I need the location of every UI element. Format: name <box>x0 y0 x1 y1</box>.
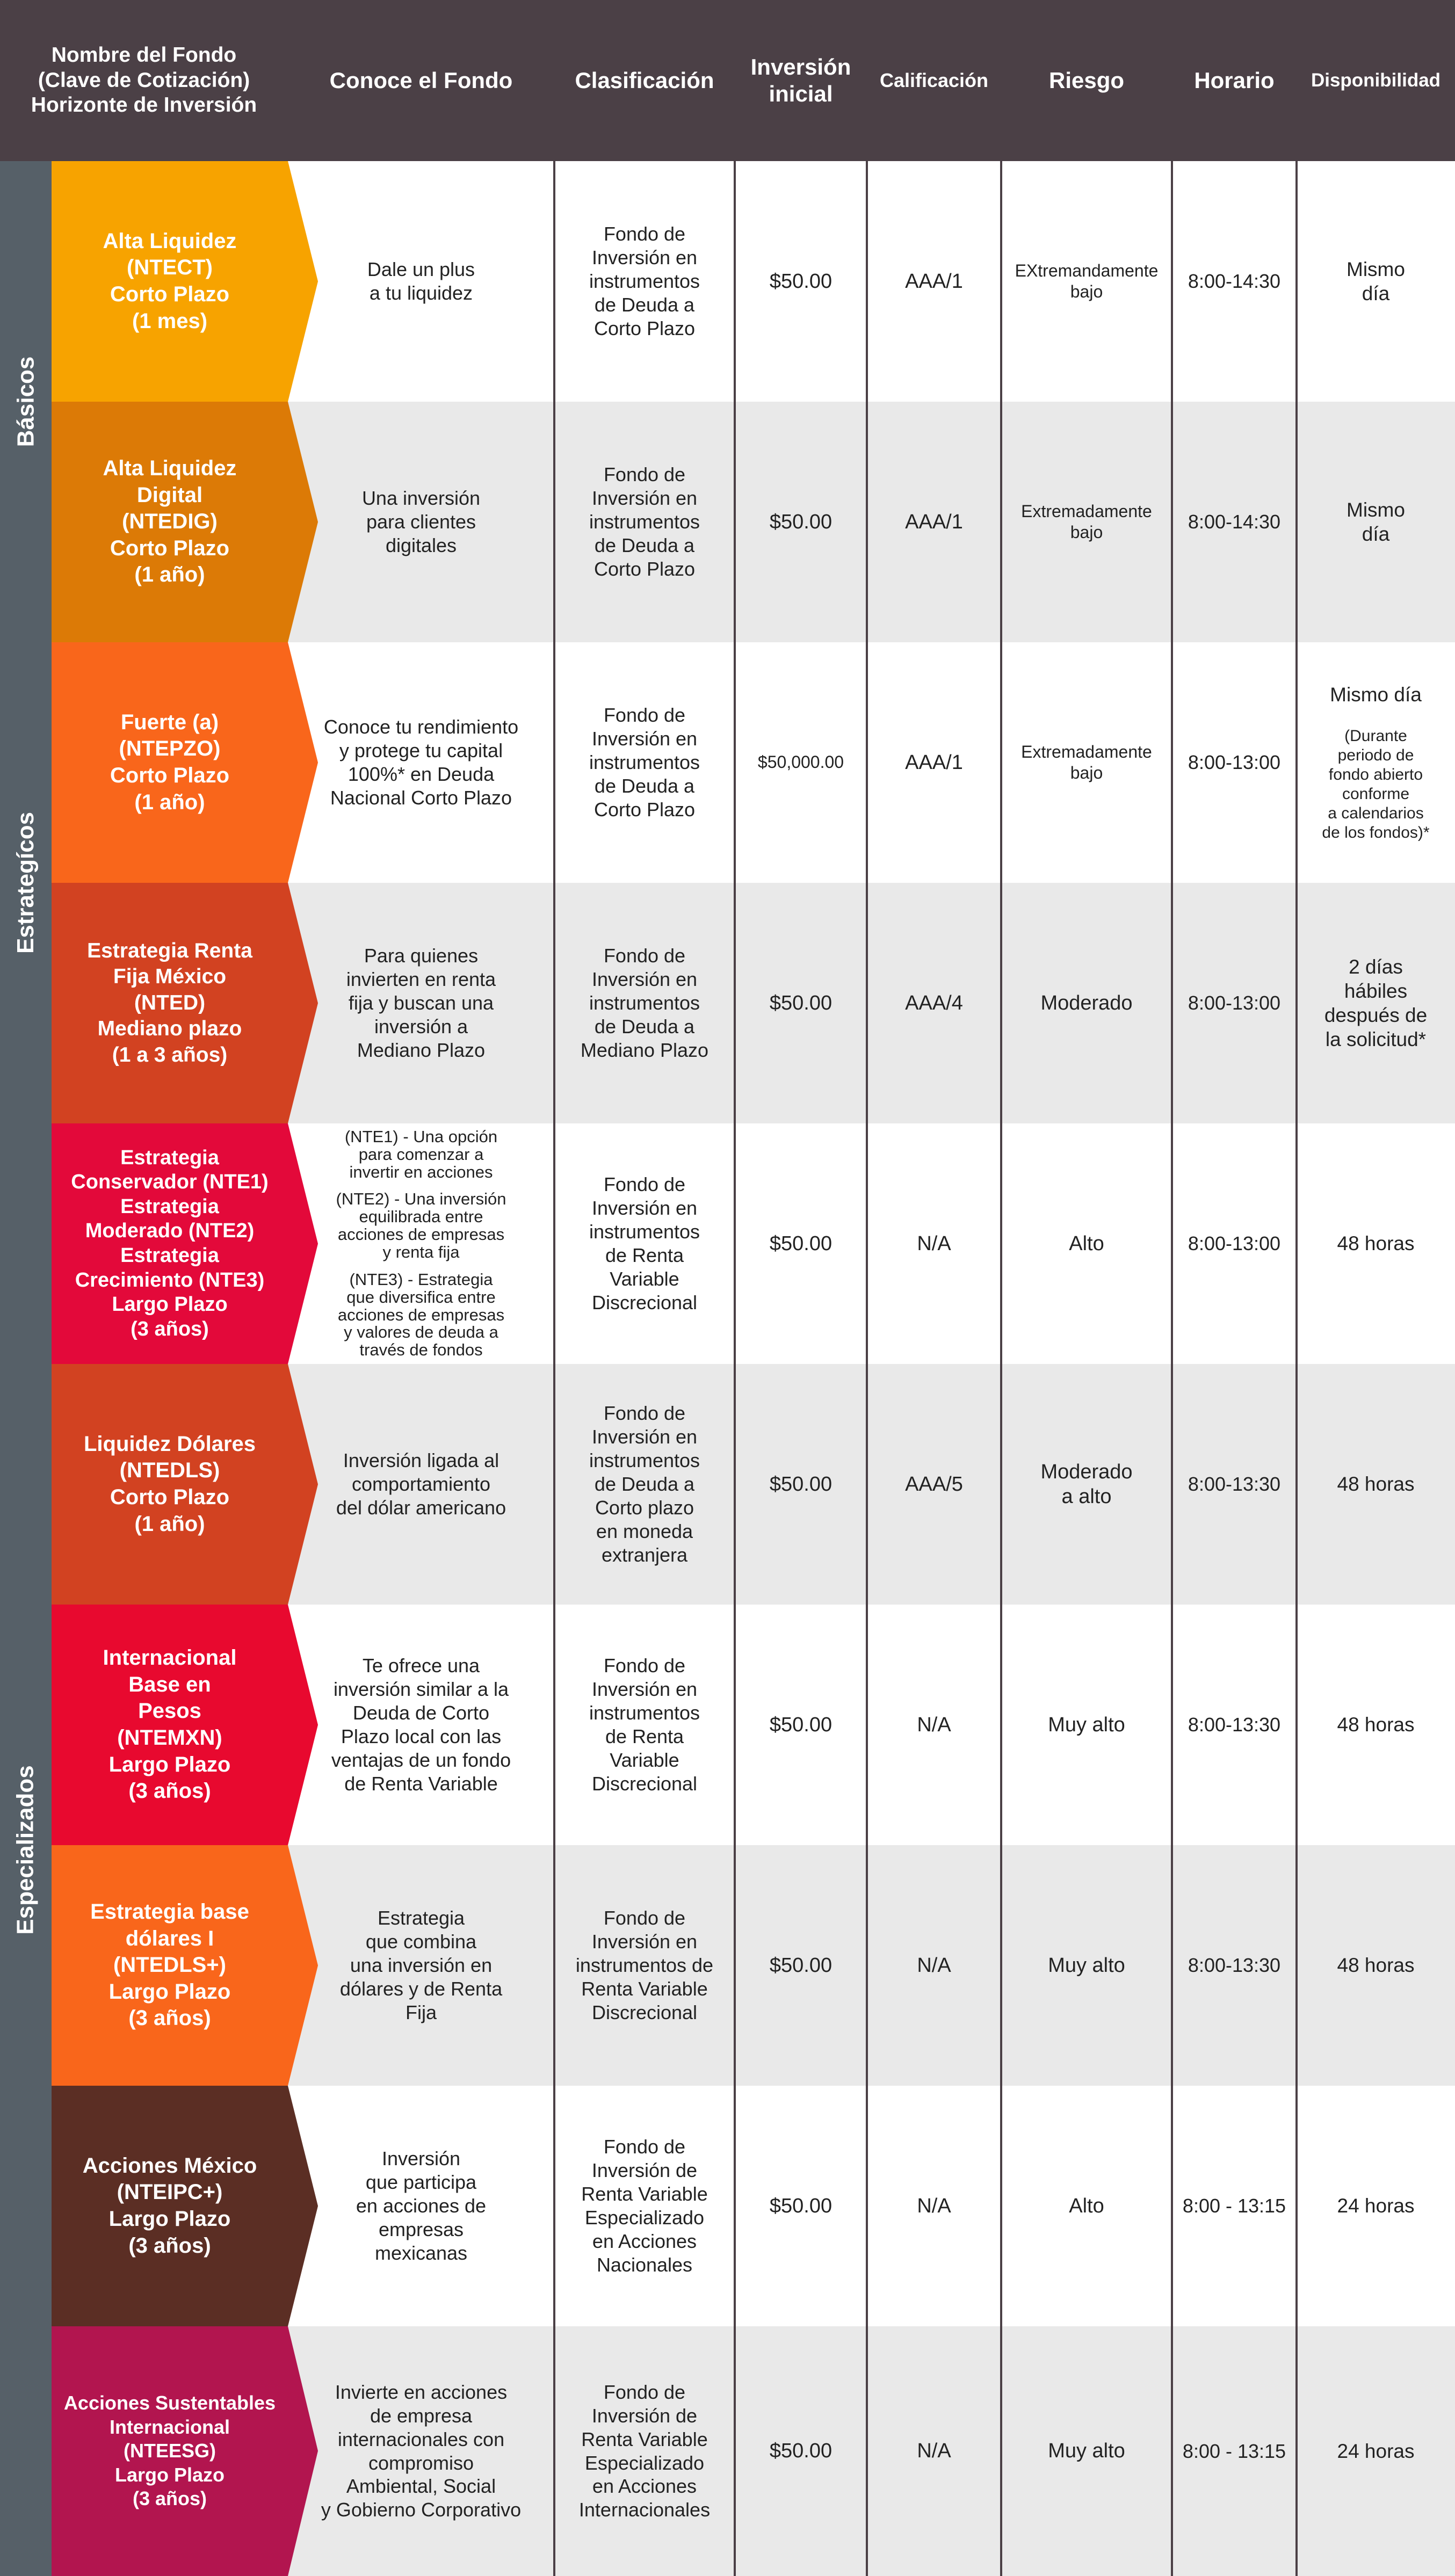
cell-riesgo: Muy alto <box>1048 1713 1125 1736</box>
fund-name: Alta Liquidez Digital (NTEDIG) Corto Plazo (1 año) <box>52 402 288 642</box>
table-row <box>52 1364 1455 1605</box>
header-disponibilidad: Disponibilidad <box>1311 70 1441 91</box>
header-conoce: Conoce el Fondo <box>329 67 513 93</box>
cell-riesgo: Extremadamente bajo <box>1021 501 1152 542</box>
cell-inversion: $50.00 <box>769 2194 833 2217</box>
cell-horario: 8:00-13:00 <box>1188 992 1281 1014</box>
table-header <box>0 0 1455 161</box>
table-row <box>52 1605 1455 1845</box>
cell-riesgo: Alto <box>1069 1232 1104 1255</box>
cell-clasificacion: Fondo de Inversión en instrumentos de Deuda a Corto Plazo <box>589 463 700 580</box>
cell-inversion: $50.00 <box>769 1472 833 1496</box>
fund-name: Fuerte (a) (NTEPZO) Corto Plazo (1 año) <box>52 642 288 883</box>
header-calificacion: Calificación <box>879 69 989 92</box>
cell-horario: 8:00-13:30 <box>1188 1714 1281 1736</box>
cell-horario: 8:00-13:30 <box>1188 1473 1281 1496</box>
cell-clasificacion: Fondo de Inversión de Renta Variable Especializado en Acciones Nacionales <box>581 2136 708 2276</box>
header-horario: Horario <box>1194 67 1275 93</box>
cell-clasificacion: Fondo de Inversión en instrumentos de Deuda a Corto Plazo <box>589 223 700 339</box>
table-row <box>52 161 1455 402</box>
cell-clasificacion: Fondo de Inversión en instrumentos de Deuda a Mediano Plazo <box>580 945 709 1061</box>
cell-riesgo: Moderado <box>1040 991 1133 1014</box>
cell-riesgo: Muy alto <box>1048 2440 1125 2463</box>
disponibilidad-main: Mismo día <box>1330 684 1422 706</box>
cell-disponibilidad: 24 horas <box>1337 2195 1415 2217</box>
cell-calificacion: N/A <box>917 2194 951 2217</box>
column-divider <box>1171 161 1173 2576</box>
cell-horario: 8:00 - 13:15 <box>1182 2440 1286 2462</box>
cell-conoce: Inversión ligada al comportamiento del dólar americano <box>336 1449 506 1519</box>
conoce-nte3: (NTE3) - Estrategia que diversifica entre acciones de empresas y valores de deuda a través de fondos <box>337 1269 505 1360</box>
table-row <box>52 883 1455 1123</box>
header-clasificacion: Clasificación <box>575 67 714 93</box>
cell-riesgo: Extremadamente bajo <box>1021 742 1152 782</box>
cell-calificacion: N/A <box>917 1713 951 1736</box>
fund-name: Acciones México (NTEIPC+) Largo Plazo (3 años) <box>52 2086 288 2326</box>
table-row <box>52 402 1455 642</box>
fund-name: Estrategia Renta Fija México (NTED) Mediano plazo (1 a 3 años) <box>52 883 288 1123</box>
cell-disponibilidad: 24 horas <box>1337 2440 1415 2462</box>
header-riesgo: Riesgo <box>1048 67 1125 93</box>
cell-horario: 8:00-14:30 <box>1188 511 1281 533</box>
cell-inversion: $50.00 <box>769 270 833 293</box>
cell-disponibilidad: 48 horas <box>1337 1954 1415 1977</box>
header-inversion: Inversión inicial <box>750 54 851 106</box>
fund-name: Estrategia Conservador (NTE1) Estrategia Moderado (NTE2) Estrategia Crecimiento (NTE3) Largo Plazo (3 años) <box>52 1123 288 1364</box>
cell-inversion: $50,000.00 <box>757 752 844 772</box>
cell-disponibilidad: Mismo día <box>1347 498 1405 545</box>
cell-conoce: Te ofrece una inversión similar a la Deuda de Corto Plazo local con las ventajas de un fondo de Renta Variable <box>331 1655 511 1795</box>
fund-name: Estrategia base dólares I (NTEDLS+) Largo Plazo (3 años) <box>52 1845 288 2086</box>
column-divider <box>734 161 736 2576</box>
table-row <box>52 2326 1455 2576</box>
cell-riesgo: Moderado a alto <box>1040 1460 1133 1508</box>
group-basicos <box>0 161 52 642</box>
cell-horario: 8:00-14:30 <box>1188 270 1281 293</box>
cell-clasificacion: Fondo de Inversión en instrumentos de Renta Variable Discrecional <box>575 1907 714 2023</box>
fund-name: Alta Liquidez (NTECT) Corto Plazo (1 mes) <box>52 161 288 402</box>
group-label-basicos: Básicos <box>12 356 39 447</box>
group-especializados <box>0 1123 52 2576</box>
fund-name: Liquidez Dólares (NTEDLS) Corto Plazo (1 año) <box>52 1364 288 1605</box>
cell-inversion: $50.00 <box>769 1232 833 1255</box>
cell-clasificacion: Fondo de Inversión en instrumentos de Renta Variable Discrecional <box>589 1655 700 1795</box>
disponibilidad-note: (Durante periodo de fondo abierto conforme a calendarios de los fondos)* <box>1322 727 1430 841</box>
column-divider <box>1295 161 1298 2576</box>
cell-calificacion: AAA/1 <box>905 270 963 293</box>
cell-conoce: Una inversión para clientes digitales <box>361 487 481 556</box>
cell-calificacion: N/A <box>917 1232 951 1255</box>
cell-horario: 8:00 - 13:15 <box>1182 2195 1286 2217</box>
column-divider <box>1000 161 1002 2576</box>
cell-conoce: Inversión que participa en acciones de empresas mexicanas <box>356 2147 487 2264</box>
cell-calificacion: AAA/1 <box>905 510 963 533</box>
cell-horario: 8:00-13:00 <box>1188 751 1281 774</box>
cell-inversion: $50.00 <box>769 510 833 533</box>
group-label-estrategicos: Estrategícos <box>12 811 39 954</box>
cell-conoce: Para quienes invierten en renta fija y buscan una inversión a Mediano Plazo <box>346 945 496 1061</box>
cell-inversion: $50.00 <box>769 2440 833 2463</box>
cell-riesgo: Alto <box>1069 2194 1104 2217</box>
fund-name: Internacional Base en Pesos (NTEMXN) Largo Plazo (3 años) <box>52 1605 288 1845</box>
cell-conoce: Conoce tu rendimiento y protege tu capital 100%* en Deuda Nacional Corto Plazo <box>323 716 519 809</box>
cell-disponibilidad: 48 horas <box>1337 1232 1415 1255</box>
cell-disponibilidad: 48 horas <box>1337 1714 1415 1736</box>
cell-conoce: Estrategia que combina una inversión en dólares y de Renta Fija <box>339 1907 503 2023</box>
cell-inversion: $50.00 <box>769 991 833 1014</box>
header-fund: Nombre del Fondo (Clave de Cotización) Horizonte de Inversión <box>31 43 257 117</box>
cell-disponibilidad <box>1297 642 1455 883</box>
column-divider <box>866 161 868 2576</box>
column-divider <box>553 161 555 2576</box>
cell-clasificacion: Fondo de Inversión en instrumentos de Deuda a Corto plazo en moneda extranjera <box>589 1402 700 1566</box>
table-row <box>52 1123 1455 1364</box>
conoce-nte2: (NTE2) - Una inversión equilibrada entre acciones de empresas y renta fija <box>336 1189 506 1261</box>
table-row <box>52 1845 1455 2086</box>
cell-calificacion: AAA/5 <box>905 1472 963 1496</box>
cell-calificacion: AAA/4 <box>905 991 963 1014</box>
cell-clasificacion: Fondo de Inversión de Renta Variable Especializado en Acciones Internacionales <box>578 2381 711 2521</box>
cell-riesgo: EXtremandamente bajo <box>1015 260 1159 301</box>
cell-inversion: $50.00 <box>769 1713 833 1736</box>
cell-clasificacion: Fondo de Inversión en instrumentos de Renta Variable Discrecional <box>589 1173 700 1314</box>
table-row <box>52 2086 1455 2326</box>
cell-riesgo: Muy alto <box>1048 1954 1125 1977</box>
cell-conoce: Invierte en acciones de empresa internacionales con compromiso Ambiental, Social y Gobierno Corporativo <box>321 2381 522 2521</box>
cell-horario: 8:00-13:00 <box>1188 1232 1281 1255</box>
cell-conoce: Dale un plus a tu liquidez <box>367 258 475 304</box>
cell-inversion: $50.00 <box>769 1954 833 1977</box>
cell-horario: 8:00-13:30 <box>1188 1954 1281 1977</box>
cell-disponibilidad: Mismo día <box>1347 258 1405 304</box>
cell-disponibilidad: 48 horas <box>1337 1473 1415 1496</box>
group-label-especializados: Especializados <box>12 1765 39 1935</box>
cell-calificacion: N/A <box>917 1954 951 1977</box>
cell-conoce <box>288 1123 554 1364</box>
cell-calificacion: N/A <box>917 2440 951 2463</box>
table-row <box>52 642 1455 883</box>
fund-name: Acciones Sustentables Internacional (NTEESG) Largo Plazo (3 años) <box>52 2326 288 2576</box>
cell-calificacion: AAA/1 <box>905 751 963 774</box>
conoce-nte1: (NTE1) - Una opción para comenzar a invertir en acciones <box>344 1127 498 1181</box>
cell-clasificacion: Fondo de Inversión en instrumentos de Deuda a Corto Plazo <box>589 704 700 821</box>
group-estrategicos <box>0 642 52 1123</box>
cell-disponibilidad: 2 días hábiles después de la solicitud* <box>1324 955 1428 1051</box>
